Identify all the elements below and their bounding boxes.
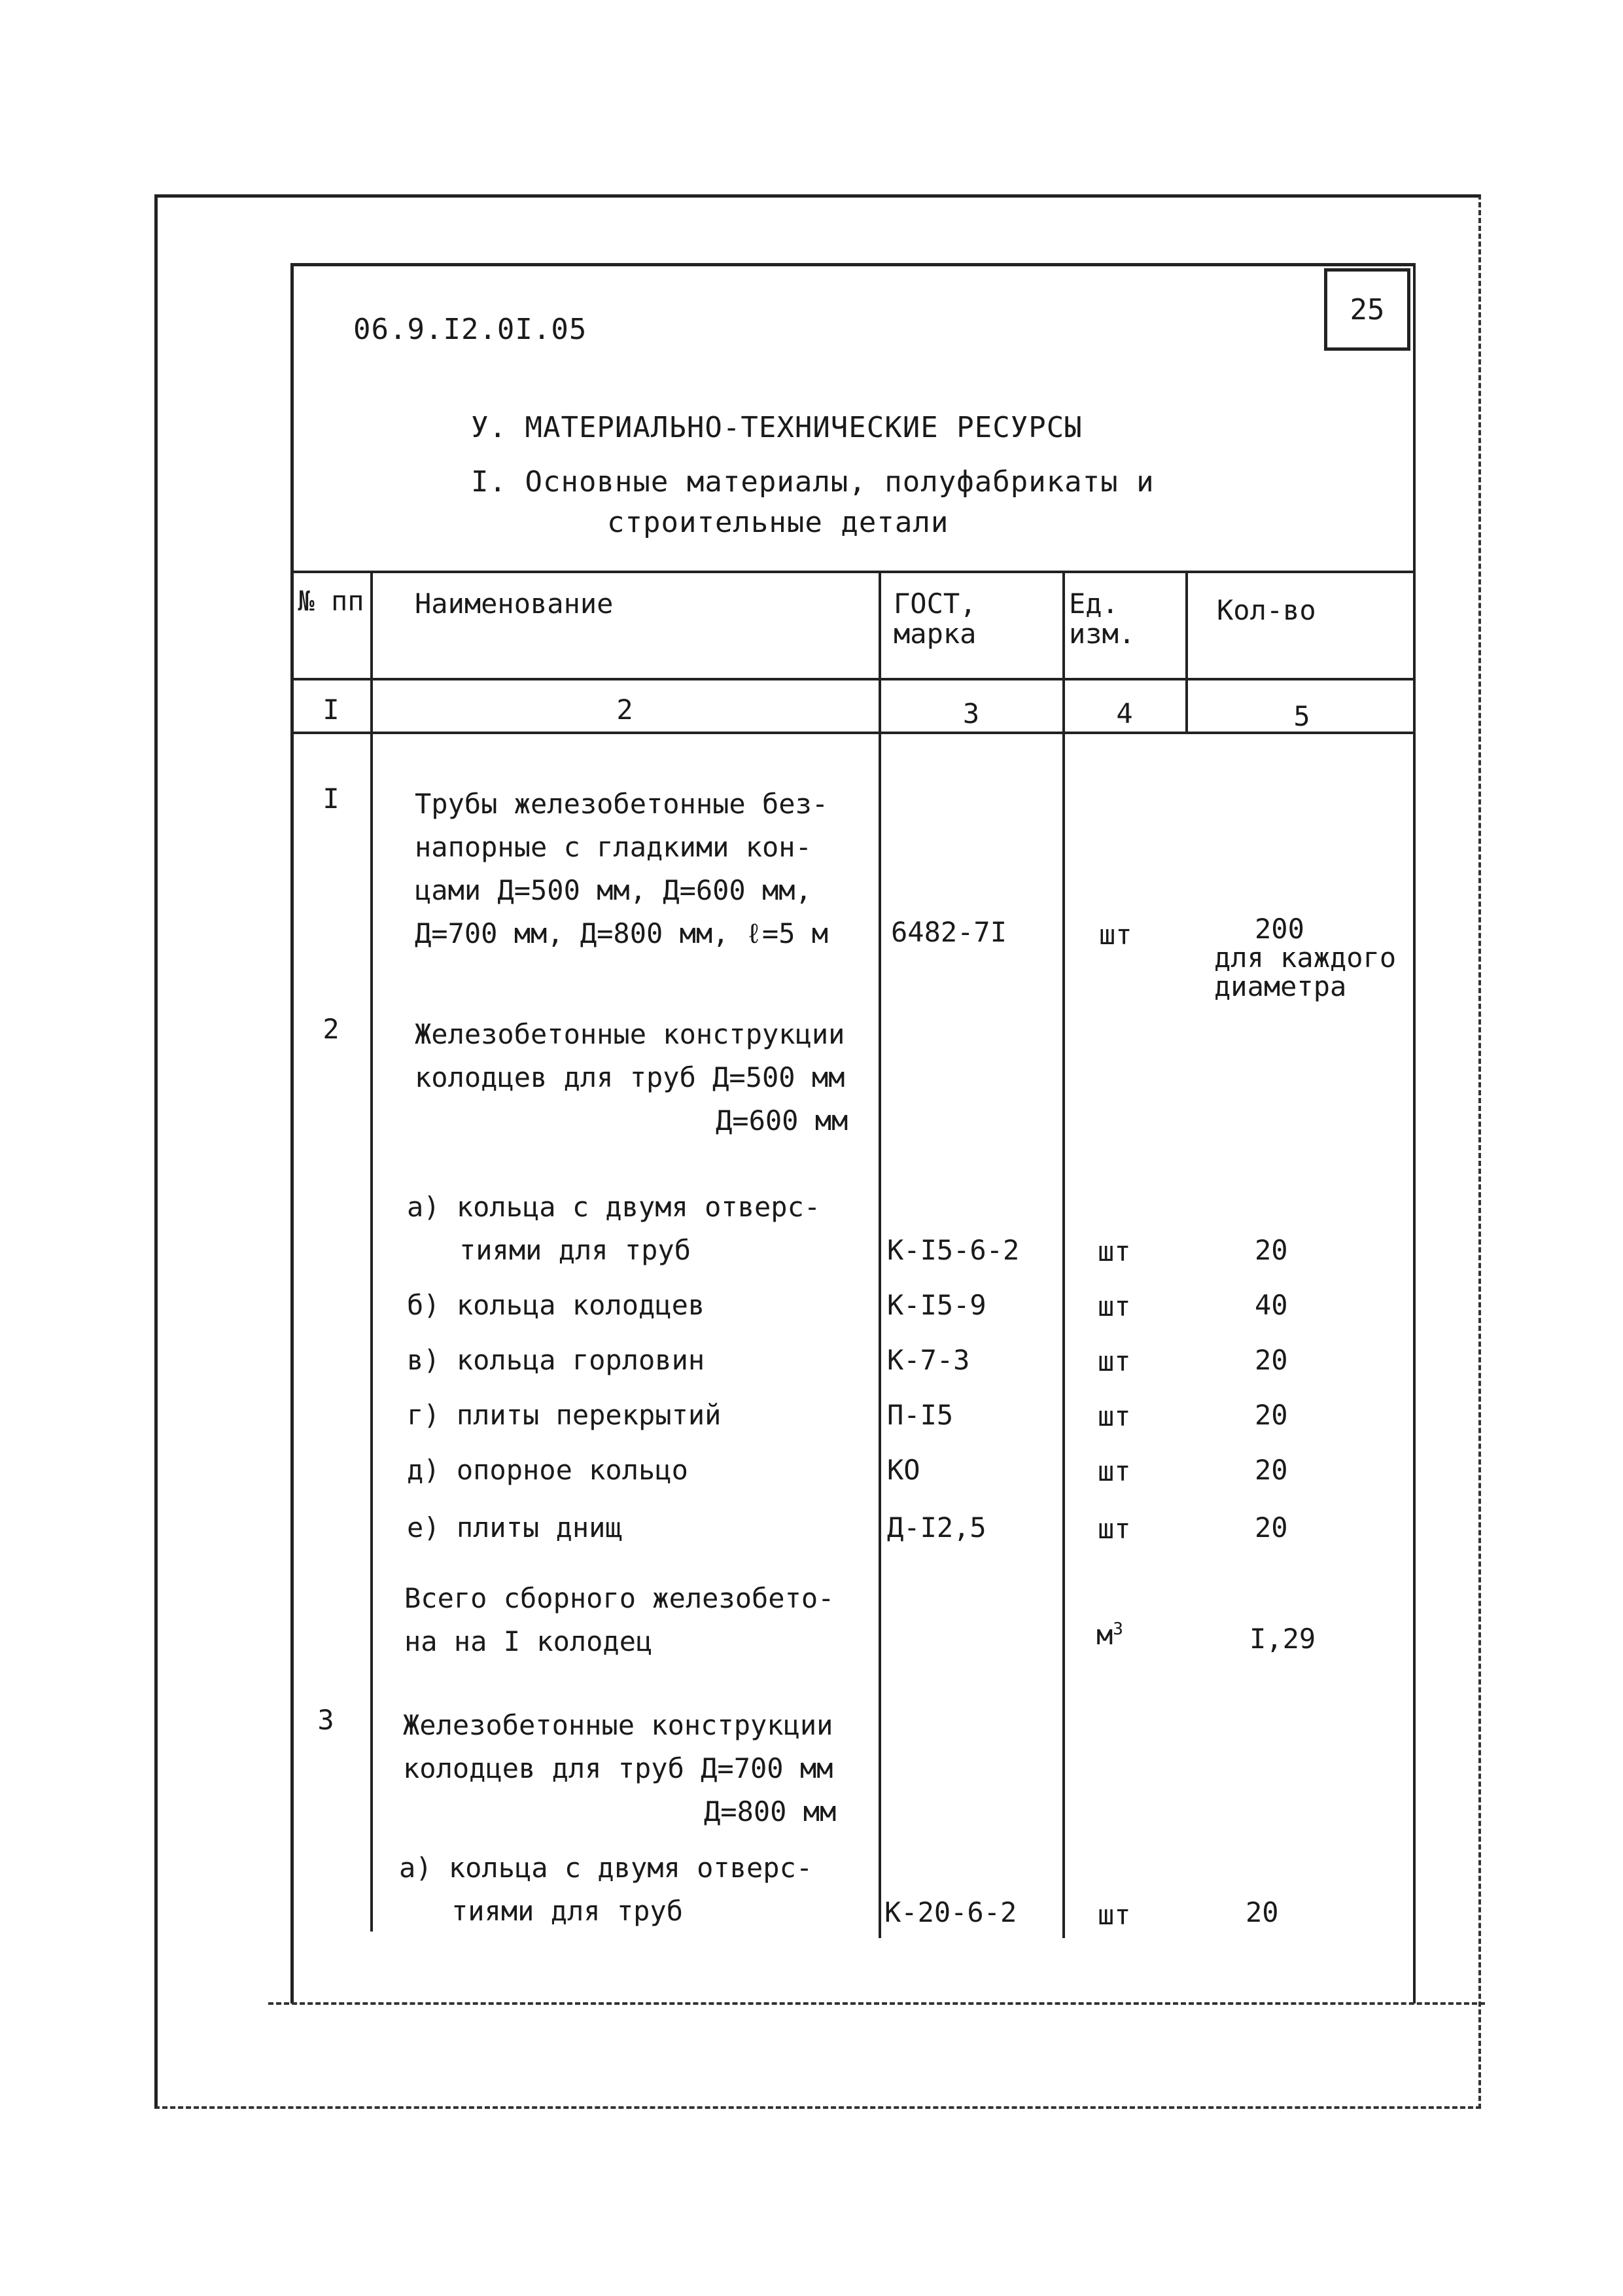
- total-row-name-line: на на I колодец: [404, 1625, 653, 1657]
- header-quantity: Кол-во: [1217, 594, 1316, 626]
- total-row-unit: [1096, 1614, 1123, 1657]
- row-2e-item: д) опорное кольцо: [407, 1454, 688, 1486]
- row-3a-item: [399, 1846, 812, 1933]
- row-2b-unit: шт: [1098, 1290, 1131, 1322]
- row-2a-item-line: тиями для труб: [459, 1234, 691, 1266]
- total-row-unit-superscript: 3: [1113, 1619, 1123, 1639]
- row-1-name-line: цами Д=500 мм, Д=600 мм,: [415, 874, 812, 906]
- row-3a-gost: К-20-6-2: [884, 1896, 1017, 1928]
- row-2e-unit: шт: [1098, 1455, 1131, 1487]
- row-1-name-line: Д=700 мм, Д=800 мм, ℓ=5 м: [415, 917, 829, 949]
- header-bottom-border: [290, 678, 1416, 680]
- column-number-3: 3: [962, 698, 980, 730]
- row-2d-item: г) плиты перекрытий: [407, 1399, 722, 1431]
- row-1-quantity-note: диаметра: [1214, 970, 1347, 1002]
- row-2c-item: в) кольца горловин: [407, 1344, 705, 1376]
- row-2d-unit: шт: [1098, 1400, 1131, 1432]
- row-3-name-line: колодцев для труб Д=700 мм: [403, 1752, 833, 1784]
- total-row-unit-base: м: [1096, 1619, 1113, 1651]
- row-2-name-line: Железобетонные конструкции: [415, 1018, 845, 1050]
- header-name: Наименование: [415, 588, 614, 620]
- subsection-title: [471, 462, 1191, 543]
- row-2a-item: [407, 1186, 820, 1272]
- subsection-title-line2: строительные детали: [607, 506, 949, 539]
- row-2d-quantity: 20: [1255, 1399, 1288, 1431]
- row-2f-gost: Д-I2,5: [887, 1511, 986, 1544]
- row-2e-gost: КО: [887, 1454, 920, 1486]
- column-number-1: I: [323, 694, 340, 726]
- header-unit: Ед. изм.: [1069, 588, 1136, 650]
- row-1-unit: шт: [1099, 919, 1132, 951]
- row-3-name: [403, 1704, 836, 1833]
- row-1-name-line: напорные с гладкими кон-: [415, 831, 812, 863]
- row-3-number: 3: [317, 1704, 334, 1736]
- row-2-name-line: колодцев для труб Д=500 мм: [415, 1061, 845, 1093]
- total-row-name-line: Всего сборного железобето-: [404, 1582, 835, 1614]
- row-2-number: 2: [323, 1013, 340, 1045]
- frame-bottom-line: [268, 2002, 1485, 2005]
- total-row-name: [404, 1577, 834, 1663]
- row-3a-item-line: тиями для труб: [451, 1895, 684, 1927]
- row-1-number: I: [323, 783, 340, 815]
- row-3-name-line: Железобетонные конструкции: [403, 1709, 833, 1741]
- row-1-gost: 6482-7I: [891, 916, 1007, 948]
- row-1-quantity-note: для каждого: [1214, 942, 1397, 974]
- page-number: 25: [1324, 268, 1410, 351]
- row-1-quantity-value: 200: [1255, 913, 1304, 945]
- document-code: 06.9.I2.0I.05: [353, 313, 587, 346]
- row-2a-unit: шт: [1098, 1235, 1131, 1267]
- row-2b-gost: К-I5-9: [887, 1289, 986, 1321]
- column-divider-3: [1062, 571, 1065, 1938]
- table-top-border: [290, 571, 1416, 573]
- row-1-quantity: [1214, 915, 1396, 1001]
- column-divider-1: [370, 571, 373, 1932]
- row-2-name-line: Д=600 мм: [716, 1104, 848, 1137]
- section-title: У. МАТЕРИАЛЬНО-ТЕХНИЧЕСКИЕ РЕСУРСЫ: [471, 411, 1083, 444]
- row-2b-quantity: 40: [1255, 1289, 1288, 1321]
- row-2a-gost: К-I5-6-2: [887, 1234, 1020, 1266]
- row-2a-item-line: а) кольца с двумя отверс-: [407, 1191, 821, 1223]
- column-number-4: 4: [1116, 698, 1133, 730]
- subsection-title-line1: I. Основные материалы, полуфабрикаты и: [471, 465, 1155, 499]
- row-2b-item: б) кольца колодцев: [407, 1289, 705, 1321]
- row-2a-quantity: 20: [1255, 1234, 1288, 1266]
- column-divider-2: [879, 571, 881, 1938]
- row-2e-quantity: 20: [1255, 1454, 1288, 1486]
- row-2c-quantity: 20: [1255, 1344, 1288, 1376]
- header-gost: ГОСТ, марка: [894, 588, 977, 650]
- column-number-2: 2: [616, 694, 633, 726]
- row-3a-quantity: 20: [1246, 1896, 1279, 1928]
- row-2f-unit: шт: [1098, 1513, 1131, 1545]
- row-2f-quantity: 20: [1255, 1511, 1288, 1544]
- row-1-name-line: Трубы железобетонные без-: [415, 788, 829, 820]
- row-3a-unit: шт: [1098, 1899, 1131, 1931]
- row-3-name-line: Д=800 мм: [704, 1795, 837, 1828]
- total-row-quantity: I,29: [1249, 1623, 1316, 1655]
- row-1-name: [415, 783, 828, 955]
- row-3a-item-line: а) кольца с двумя отверс-: [399, 1852, 813, 1884]
- row-2d-gost: П-I5: [887, 1399, 954, 1431]
- row-2c-unit: шт: [1098, 1345, 1131, 1377]
- row-2c-gost: К-7-3: [887, 1344, 970, 1376]
- row-2f-item: е) плиты днищ: [407, 1511, 622, 1544]
- header-number: № пп: [298, 585, 364, 617]
- row-2-name: [415, 1013, 848, 1142]
- column-number-5: 5: [1293, 700, 1310, 732]
